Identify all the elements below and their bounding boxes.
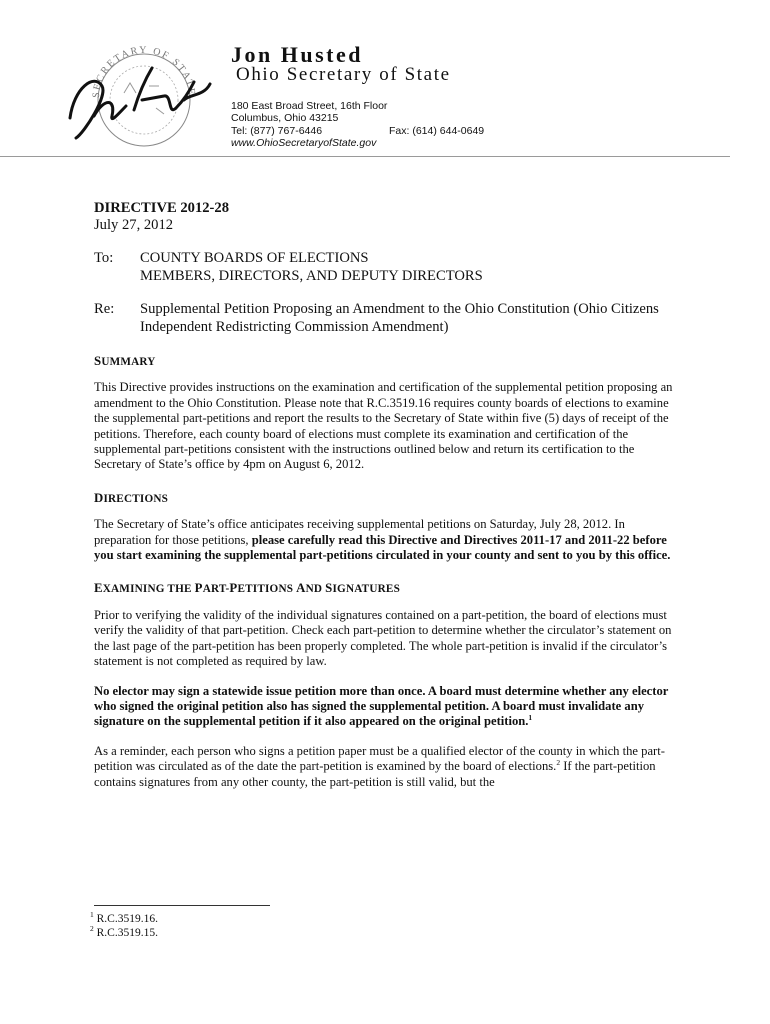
directions-paragraph: The Secretary of State’s office anticipates receiving supplemental petitions on Saturday, July 28, 2012. In preparation for those petitions, please carefully read this Directive and Directives 2011-17 and 2011-22 before you start examining the supplemental part-petitions circulated in your county and sent to you by this office. bbox=[94, 517, 671, 563]
phone-fax-row bbox=[231, 124, 485, 137]
examining-heading: EXAMINING THE PART-PETITIONS AND SIGNATURES bbox=[94, 581, 400, 596]
footnote-ref-2: 2 bbox=[556, 757, 561, 767]
footnote-2: $^2$ R.C.3519.15. bbox=[90, 924, 158, 939]
re-subject: Supplemental Petition Proposing an Amendment to the Ohio Constitution (Ohio Citizens Independent Redistricting Commission Amendment) bbox=[140, 301, 659, 335]
summary-paragraph: This Directive provides instructions on the examination and certification of the supplemental petition proposing an amendment to the Ohio Constitution. Please note that R.C.3519.16 requires county boards of elections to examine the supplemental part-petitions and report the results to the Secretary of State within five (5) days of receipt of the petitions. Therefore, each county board of elections must complete its examination and certification of the supplemental part-petitions consistent with the instructions outlined below and return its certification to the Secretary of State’s office by 4pm on August 6, 2012. bbox=[94, 380, 673, 472]
directive-body bbox=[94, 200, 679, 804]
state-seal-signature-graphic bbox=[64, 38, 234, 158]
fax: Fax: (614) 644-0649 bbox=[389, 124, 485, 137]
to-recipient-1: COUNTY BOARDS OF ELECTIONS bbox=[140, 250, 369, 266]
website-link[interactable]: www.OhioSecretaryofState.gov bbox=[231, 137, 377, 150]
svg-text:SECRETARY OF STATE: SECRETARY OF STATE bbox=[90, 44, 198, 99]
directive-date: July 27, 2012 bbox=[94, 217, 174, 233]
footnote-1: $^1$ R.C.3519.16. bbox=[90, 910, 158, 925]
to-recipient-2: MEMBERS, DIRECTORS, AND DEPUTY DIRECTORS bbox=[140, 267, 483, 284]
re-line bbox=[94, 301, 679, 336]
summary-heading: SUMMARY bbox=[94, 354, 156, 368]
to-label: To: bbox=[94, 250, 114, 266]
directions-heading: DIRECTIONS bbox=[94, 490, 169, 505]
official-name: Jon Husted bbox=[231, 42, 363, 67]
svg-text:Jon Husted: Jon Husted bbox=[70, 153, 75, 154]
address-line2: Columbus, Ohio 43215 bbox=[231, 112, 339, 125]
footnotes bbox=[90, 912, 158, 940]
contact-block bbox=[231, 100, 485, 150]
examining-paragraph-1: Prior to verifying the validity of the individual signatures contained on a part-petition, the board of elections must verify the validity of that part-petition. Check each part-petition to determine whether the circulator’s statement on the last page of the part-petition has been properly completed. The whole part-petition is invalid if the circulator’s statement is not completed as required by law. bbox=[94, 607, 672, 669]
office-title: Ohio Secretary of State bbox=[236, 64, 451, 85]
letterhead-divider bbox=[0, 156, 730, 157]
examining-paragraph-3: As a reminder, each person who signs a petition paper must be a qualified elector of the county in which the part-petition was circulated as of the date the part-petition is examined by the board of elections.$^2$ If the part-petition contains signatures from any other county, the part-petition is still valid, but the bbox=[94, 743, 665, 789]
footnote-ref-1: 1 bbox=[528, 713, 533, 723]
directive-title: DIRECTIVE 2012-28 bbox=[94, 200, 230, 216]
to-line bbox=[94, 250, 679, 285]
address-line1: 180 East Broad Street, 16th Floor bbox=[231, 100, 388, 112]
footnote-divider bbox=[94, 905, 270, 906]
re-label: Re: bbox=[94, 301, 115, 317]
examining-paragraph-2: No elector may sign a statewide issue petition more than once. A board must determine whether any elector who signed the original petition also has signed the supplemental petition. A board must invalidate any signature on the supplemental petition if it also appeared on the original petition.$^1$ bbox=[94, 683, 669, 729]
telephone: Tel: (877) 767-6446 bbox=[231, 124, 323, 137]
